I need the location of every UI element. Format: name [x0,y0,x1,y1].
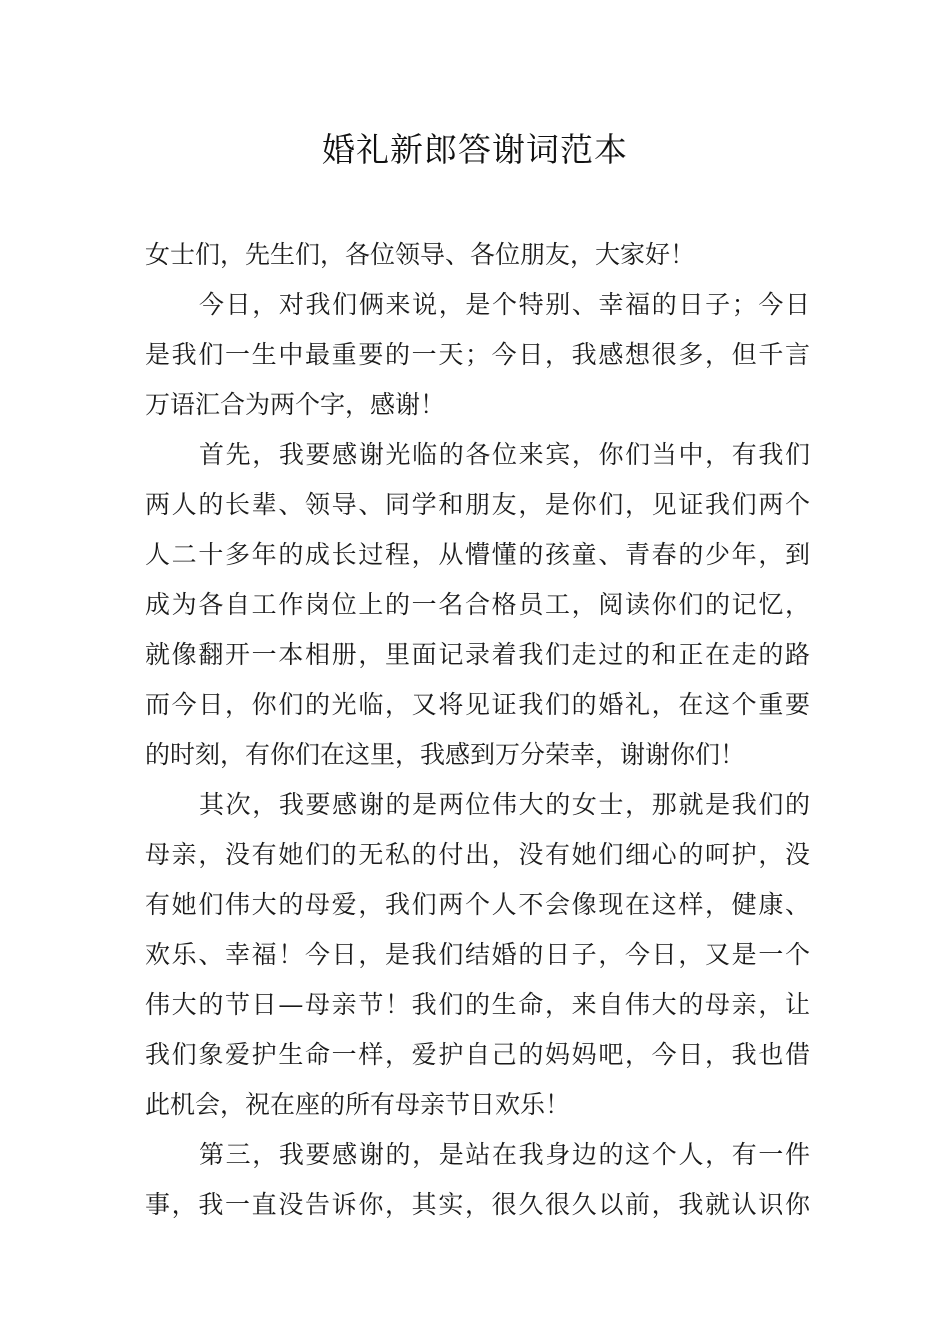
paragraph-line: 有她们伟大的母爱，我们两个人不会像现在这样，健康、 [145,890,810,919]
paragraph-line: 首先，我要感谢光临的各位来宾，你们当中，有我们 [199,440,810,469]
document-body [145,230,810,1230]
paragraph-line: 人二十多年的成长过程，从懵懂的孩童、青春的少年，到 [145,540,810,569]
paragraph-line: 是我们一生中最重要的一天；今日，我感想很多，但千言 [145,340,810,369]
paragraph-line: 的时刻，有你们在这里，我感到万分荣幸，谢谢你们！ [145,740,746,769]
paragraph-line: 母亲，没有她们的无私的付出，没有她们细心的呵护，没 [145,840,810,869]
paragraph-line: 两人的长辈、领导、同学和朋友，是你们，见证我们两个 [145,490,810,519]
paragraph-line: 就像翻开一本相册，里面记录着我们走过的和正在走的路 [145,640,810,669]
paragraph-line: 其次，我要感谢的是两位伟大的女士，那就是我们的 [199,790,810,819]
paragraph-line: 而今日，你们的光临，又将见证我们的婚礼，在这个重要 [145,690,810,719]
paragraph-line: 今日，对我们俩来说，是个特别、幸福的日子；今日 [199,290,810,319]
paragraph-line: 成为各自工作岗位上的一名合格员工，阅读你们的记忆， [145,590,810,619]
paragraph-line: 此机会，祝在座的所有母亲节日欢乐！ [145,1090,571,1119]
paragraph-line: 第三，我要感谢的，是站在我身边的这个人，有一件 [199,1140,810,1169]
paragraph-line: 我们象爱护生命一样，爱护自己的妈妈吧，今日，我也借 [145,1040,810,1069]
paragraph-line: 伟大的节日—母亲节！我们的生命，来自伟大的母亲，让 [145,990,810,1019]
greeting-line: 女士们，先生们，各位领导、各位朋友，大家好！ [145,240,696,269]
paragraph-line: 事，我一直没告诉你，其实，很久很久以前，我就认识你 [145,1190,810,1219]
document-title: 婚礼新郎答谢词范本 [322,130,628,169]
paragraph-line: 万语汇合为两个字，感谢！ [145,390,446,419]
paragraph-line: 欢乐、幸福！今日，是我们结婚的日子，今日，又是一个 [145,940,810,969]
